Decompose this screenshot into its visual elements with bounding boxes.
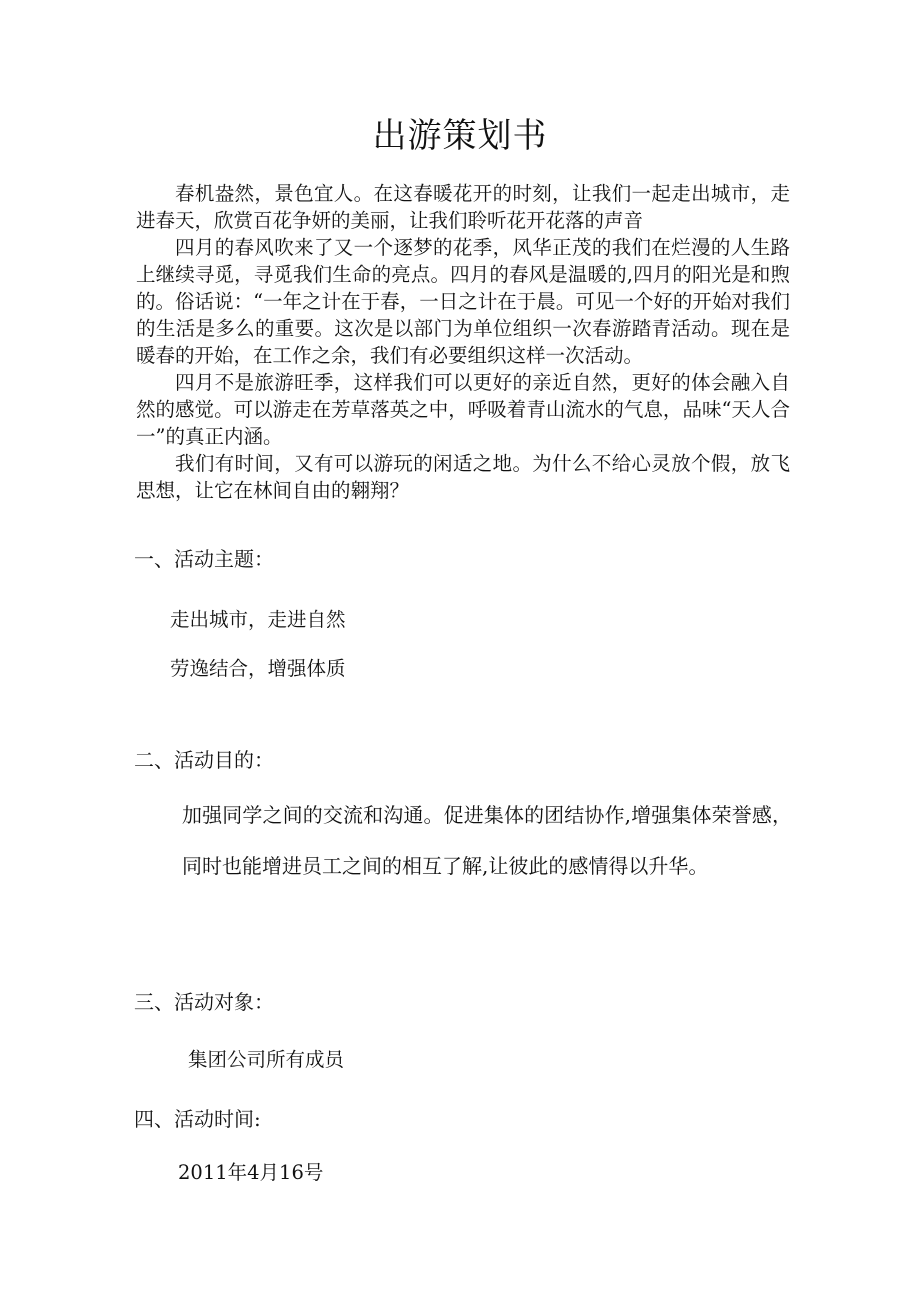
theme-heading: 一、活动主题： xyxy=(134,547,274,571)
target-text: 集团公司所有成员 xyxy=(188,1048,345,1071)
time-heading: 四、活动时间: xyxy=(134,1107,261,1131)
intro-paragraph: 春机盎然，景色宜人。在这春暖花开的时刻，让我们一起走出城市，走进春天，欣赏百花争妍的美丽，让我们聆听花开花落的声音 xyxy=(136,182,790,232)
theme-line: 劳逸结合，增强体质 xyxy=(170,657,346,680)
target-heading: 三、活动对象： xyxy=(134,990,274,1014)
theme-line: 走出城市，走进自然 xyxy=(170,608,346,631)
intro-section xyxy=(136,180,790,504)
time-text: 2011年4月16号 xyxy=(178,1161,324,1184)
intro-paragraph: 四月不是旅游旺季，这样我们可以更好的亲近自然，更好的体会融入自然的感觉。可以游走在芳草落英之中，呼吸着青山流水的气息，品味“天人合一”的真正内涵。 xyxy=(136,371,790,448)
purpose-heading: 二、活动目的： xyxy=(134,748,274,772)
purpose-text: 加强同学之间的交流和沟通。促进集体的团结协作,增强集体荣誉感，同时也能增进员工之间的相互了解,让彼此的感情得以升华。 xyxy=(182,803,792,878)
intro-paragraph: 四月的春风吹来了又一个逐梦的花季，风华正茂的我们在烂漫的人生路上继续寻觅，寻觅我们生命的亮点。四月的春风是温暖的,四月的阳光是和煦的。俗话说：“一年之计在于春，一日之计在于晨。可见一个好的开始对我们的生活是多么的重要。这次是以部门为单位组织一次春游踏青活动。现在是暖春的开始，在工作之余，我们有必要组织这样一次活动。 xyxy=(136,236,790,367)
document-title: 出游策划书 xyxy=(372,116,548,156)
intro-paragraph: 我们有时间，又有可以游玩的闲适之地。为什么不给心灵放个假，放飞思想，让它在林间自由的翱翔？ xyxy=(136,452,790,502)
